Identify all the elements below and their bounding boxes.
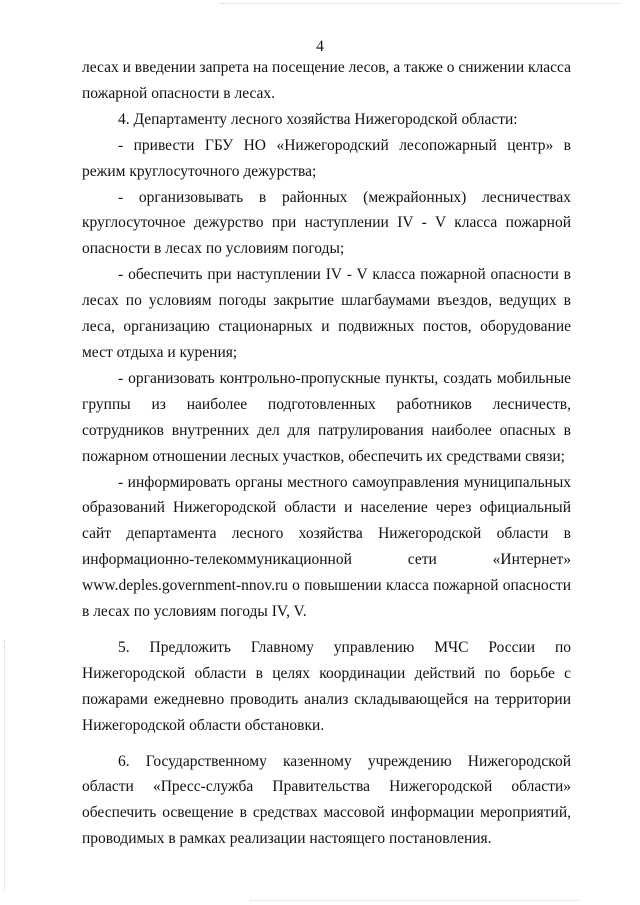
paragraph-item-6: 6. Государственному казенному учреждению Нижегородской области «Пресс-служба Правительства Нижегородской области» обеспечить освещение в средствах массовой информации мероприятий, проводимых в рамках реализации настоящего постановления. — [82, 752, 571, 848]
page-number: 4 — [316, 38, 324, 55]
scan-edge-bottom — [250, 900, 580, 901]
paragraph-subitem-duty: - привести ГБУ НО «Нижегородский лесопожарный центр» в режим круглосуточного дежурства; — [82, 136, 571, 180]
paragraph-item-5: 5. Предложить Главному управлению МЧС России по Нижегородской области в целях координации действий по борьбе с пожарами ежедневно проводить анализ складывающейся на территории Нижегородской области обстановки. — [82, 638, 571, 734]
paragraph-continuation: лесах и введении запрета на посещение лесов, а также о снижении класса пожарной опасности в лесах. — [82, 59, 571, 102]
paragraph-subitem-inform: - информировать органы местного самоуправления муниципальных образований Нижегородской области и население через официальный сайт департамента лесного хозяйства Нижегородской области в информационно-телекоммуникационной сети «Интернет» www.deples.government-nnov.ru о повышении класса пожарной опасности в лесах по условиям погоды IV, V. — [82, 473, 571, 621]
scan-edge-left — [4, 640, 5, 890]
paragraph-subitem-checkpoints: - организовать контрольно-пропускные пункты, создать мобильные группы из наиболее подготовленных работников лесничеств, сотрудников внутренних дел для патрулирования наиболее опасных в пожарном отношении лесных участков, обеспечить их средствами связи; — [82, 369, 571, 465]
paragraph-subitem-forestries: - организовывать в районных (межрайонных) лесничествах круглосуточное дежурство при наступлении IV - V класса пожарной опасности в лесах по условиям погоды; — [82, 188, 571, 258]
paragraph-item-4: 4. Департаменту лесного хозяйства Нижегородской области: — [118, 110, 518, 128]
document-body — [82, 55, 571, 852]
paragraph-subitem-barriers: - обеспечить при наступлении IV - V класса пожарной опасности в лесах по условиям погоды закрытие шлагбаумами въездов, ведущих в леса, организацию стационарных и подвижных постов, оборудование мест отдыха и курения; — [82, 266, 571, 361]
scan-edge-top — [220, 3, 620, 4]
